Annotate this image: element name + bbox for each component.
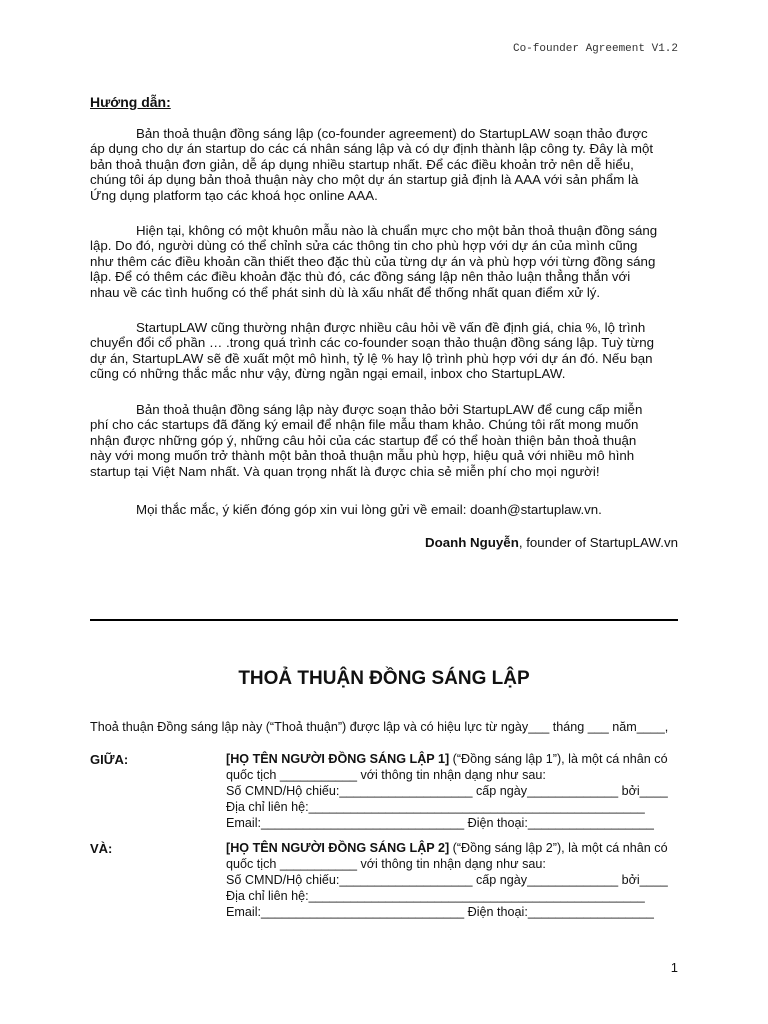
running-header: Co-founder Agreement V1.2 xyxy=(512,43,678,55)
guide-paragraph-1 xyxy=(90,126,678,203)
paragraph-line: bản thoả thuận đơn giản, dễ áp dụng nhiều startup nhất. Để các điều khoản trở nên dễ hiểu, xyxy=(90,156,634,172)
party-2-line: Địa chỉ liên hệ:________________________________________________ xyxy=(226,889,645,903)
intro-line: Thoả thuận Đồng sáng lập này (“Thoả thuận”) được lập và có hiệu lực từ ngày___ tháng ___ năm____, xyxy=(90,720,669,734)
party-1-line: Số CMND/Hộ chiếu:___________________ cấp ngày_____________ bởi____ xyxy=(226,784,668,798)
party-2-heading-text: (“Đồng sáng lập 2”), là một cá nhân có xyxy=(449,841,668,855)
paragraph-line: Mọi thắc mắc, ý kiến đóng góp xin vui lòng gửi về email: doanh@startuplaw.vn. xyxy=(136,502,602,517)
party-2-line: Email:_____________________________ Điện thoại:__________________ xyxy=(226,905,654,919)
paragraph-line: Ứng dụng platform tạo các khoá học online AAA. xyxy=(90,187,378,203)
party-1-heading xyxy=(226,752,678,766)
paragraph-line: lập. Để có thêm các điều khoản đặc thù đó, các đồng sáng lập nên thảo luận thẳng thắn với xyxy=(90,269,631,285)
paragraph-line: chúng tôi áp dụng bản thoả thuận này cho một dự án startup giả định là AAA với sản phẩm là xyxy=(90,172,639,188)
guide-title: Hướng dẫn: xyxy=(90,94,171,110)
party-2-line: Số CMND/Hộ chiếu:___________________ cấp ngày_____________ bởi____ xyxy=(226,873,668,887)
party-1-line: quốc tịch ___________ với thông tin nhận dạng như sau: xyxy=(226,768,546,782)
signature-line xyxy=(425,535,678,550)
signature-role: , founder of StartupLAW.vn xyxy=(518,535,678,550)
guide-paragraph-5 xyxy=(90,502,678,517)
paragraph-line: nhau về các tình huống có thể phát sinh dù là xấu nhất để thống nhất quan điểm xử lý. xyxy=(90,284,601,300)
guide-paragraph-4 xyxy=(90,402,678,479)
guide-paragraph-3 xyxy=(90,320,678,382)
paragraph-line: dự án, StartupLAW sẽ đề xuất một mô hình, tỷ lệ % hay lộ trình phù hợp với dự án đó. Nếu bạn xyxy=(90,350,653,366)
paragraph-line: này với mong muốn trở thành một bản thoả thuận mẫu phù hợp, hiệu quả với nhiều mô hình xyxy=(90,448,635,464)
signature-name: Doanh Nguyễn xyxy=(425,535,519,550)
party-1-name-placeholder: [HỌ TÊN NGƯỜI ĐỒNG SÁNG LẬP 1] xyxy=(226,752,450,766)
party-1-line: Email:_____________________________ Điện thoại:__________________ xyxy=(226,816,654,830)
guide-paragraph-2 xyxy=(90,223,678,300)
paragraph-line: nhận được những góp ý, những câu hỏi của các startup để có thể hoàn thiện bản thoả thuận xyxy=(90,432,637,448)
party-1-label: GIỮA: xyxy=(90,752,129,767)
party-2-label: VÀ: xyxy=(90,841,113,856)
party-2-heading xyxy=(226,841,678,855)
paragraph-line: chuyển đổi cổ phần … .trong quá trình các co-founder soạn thảo thuận đồng sáng lập. Tuỳ từng xyxy=(90,335,655,351)
page-number: 1 xyxy=(670,960,678,975)
paragraph-line: startup tại Việt Nam nhất. Và quan trọng nhất là được chia sẻ miễn phí cho mọi người! xyxy=(90,463,600,479)
paragraph-line: như thêm các điều khoản cần thiết theo đặc thù của từng dự án và phù hợp với từng đồng sáng xyxy=(90,253,656,269)
document-title: THOẢ THUẬN ĐỒNG SÁNG LẬP xyxy=(238,668,530,689)
paragraph-line: Bản thoả thuận đồng sáng lập (co-founder agreement) do StartupLAW soạn thảo được xyxy=(136,126,648,141)
paragraph-line: phí cho các startups đã đăng ký email để nhận file mẫu tham khảo. Chúng tôi rất mong muốn xyxy=(90,417,639,433)
section-divider xyxy=(90,619,678,621)
party-1-heading-text: (“Đồng sáng lập 1”), là một cá nhân có xyxy=(449,752,668,766)
paragraph-line: áp dụng cho dự án startup do các cá nhân sáng lập và có dự định thành lập công ty. Đây là một xyxy=(90,141,654,157)
party-2-name-placeholder: [HỌ TÊN NGƯỜI ĐỒNG SÁNG LẬP 2] xyxy=(226,841,450,855)
paragraph-line: lập. Do đó, người dùng có thể chỉnh sửa các thông tin cho phù hợp với dự án của mình cũng xyxy=(90,238,638,254)
paragraph-line: cũng có những thắc mắc như vậy, đừng ngần ngại email, inbox cho StartupLAW. xyxy=(90,366,566,382)
paragraph-line: StartupLAW cũng thường nhận được nhiều câu hỏi về vấn đề định giá, chia %, lộ trình xyxy=(136,320,646,335)
party-2-line: quốc tịch ___________ với thông tin nhận dạng như sau: xyxy=(226,857,546,871)
paragraph-line: Hiện tại, không có một khuôn mẫu nào là chuẩn mực cho một bản thoả thuận đồng sáng xyxy=(136,223,658,238)
paragraph-line: Bản thoả thuận đồng sáng lập này được soạn thảo bởi StartupLAW để cung cấp miễn xyxy=(136,402,643,417)
party-1-line: Địa chỉ liên hệ:________________________________________________ xyxy=(226,800,645,814)
